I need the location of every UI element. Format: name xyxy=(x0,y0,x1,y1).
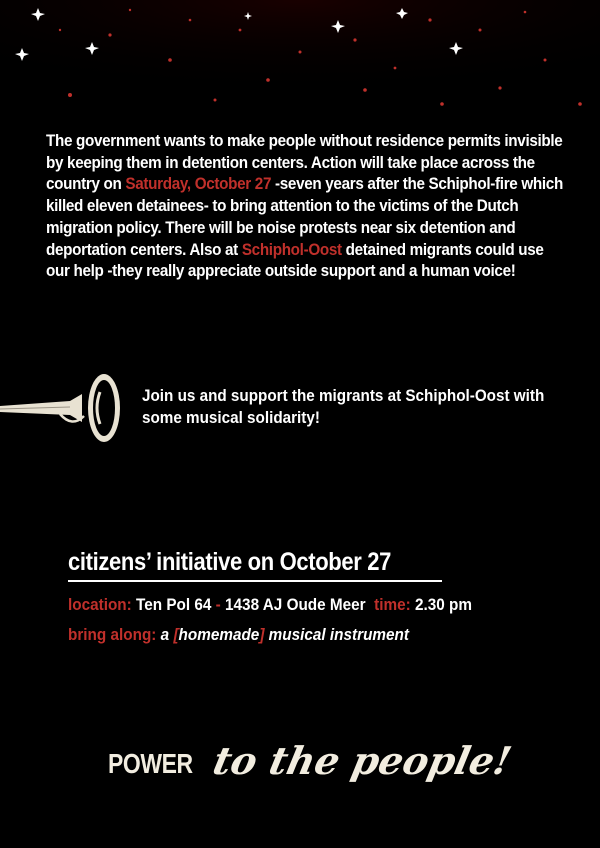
bring-homemade: homemade xyxy=(178,625,260,644)
intro-text-2: -seven years after the Schiphol-fire which killed eleven detainees- to bring attention to the victims of the Dutch migration policy. There will be noise protests near six detention and deportation centers. Also at xyxy=(46,175,563,259)
intro-text-1: The government wants to make people without residence permits invisible by keeping them in detention centers. Action will take place across the country on xyxy=(46,132,563,194)
intro-text-3: detained migrants could use our help -they really appreciate outside support and a human voice! xyxy=(46,240,544,281)
slogan-script: to the people! xyxy=(209,738,516,783)
trumpet-icon xyxy=(0,370,135,460)
starry-sky-decoration xyxy=(0,0,600,120)
bring-row xyxy=(68,620,472,650)
event-title-underline xyxy=(68,580,442,582)
date-highlight: Saturday, October 27 xyxy=(125,175,272,194)
bring-label: bring along: xyxy=(68,625,157,644)
time-label: time: xyxy=(374,595,411,614)
event-details xyxy=(68,590,472,650)
place-highlight: Schiphol-Oost xyxy=(241,240,342,259)
location-value: Ten Pol 64 xyxy=(136,595,212,614)
bracket-close: ] xyxy=(259,625,265,644)
join-text: Join us and support the migrants at Schiphol-Oost with some musical solidarity! xyxy=(142,387,545,427)
location-separator: - xyxy=(215,595,221,614)
slogan xyxy=(108,738,516,798)
location-value-2: 1438 AJ Oude Meer xyxy=(225,595,366,614)
location-row xyxy=(68,590,472,620)
time-value: 2.30 pm xyxy=(414,595,472,614)
bring-suffix: musical instrument xyxy=(268,625,409,644)
intro-paragraph xyxy=(46,131,567,283)
event-title: citizens’ initiative on October 27 xyxy=(68,548,392,576)
bracket-open: [ xyxy=(173,625,179,644)
slogan-word: POWER xyxy=(108,748,193,779)
bring-prefix: a xyxy=(160,625,170,644)
location-label: location: xyxy=(68,595,132,614)
